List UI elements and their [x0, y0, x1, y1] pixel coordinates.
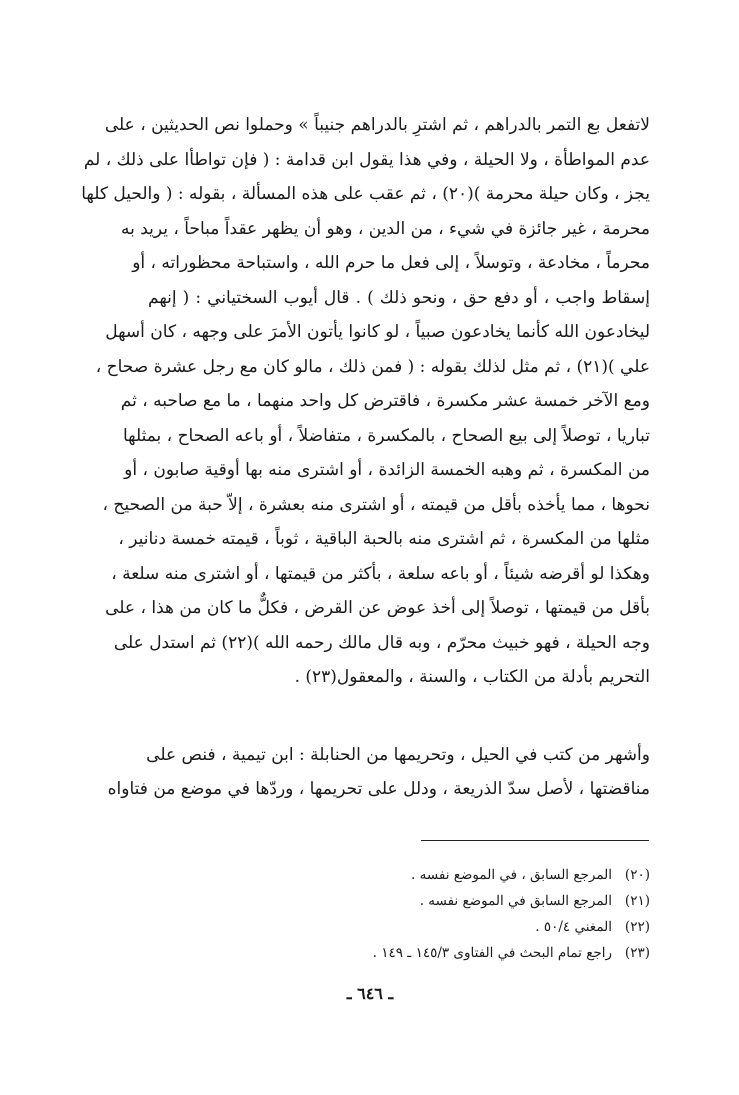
- footnote-number: (٢٣): [624, 945, 650, 961]
- text-line: بأقل من قيمتها ، توصلاً إلى أخذ عوض عن القرض ، فكلٌّ ما كان من هذا ، على: [105, 598, 650, 618]
- text-line: علي )(٢١) ، ثم مثل لذلك بقوله : ( فمن ذلك ، مالو كان مع رجل عشرة صحاح ،: [95, 356, 650, 377]
- text-line: من المكسرة ، ثم وهبه الخمسة الزائدة ، أو اشترى منه بها أوقية صابون ، أو: [124, 460, 650, 480]
- footnotes: [250, 862, 650, 966]
- footnote-separator: [421, 840, 649, 841]
- footnote-text: المرجع السابق ، في الموضع نفسه .: [411, 867, 612, 883]
- text-line: التحريم بأدلة من الكتاب ، والسنة ، والمعقول(٢٣) .: [294, 667, 650, 687]
- text-line: نحوها ، مما يأخذه بأقل من قيمته ، أو اشترى منه بعشرة ، إلاّ حبة من الصحيح ،: [102, 494, 650, 515]
- text-line: مناقضتها ، لأصل سدّ الذريعة ، ودلل على تحريمها ، وردّها في موضع من فتاواه: [107, 779, 650, 799]
- footnote-text: المرجع السابق في الموضع نفسه .: [419, 893, 612, 909]
- text-line: مثلها من المكسرة ، ثم اشترى منه بالحبة الباقية ، ثوباً ، قيمته خمسة دنانير ،: [118, 529, 650, 549]
- text-line: وجه الحيلة ، فهو خبيث محرّم ، وبه قال مالك رحمه الله )(٢٢) ثم استدل على: [113, 632, 650, 653]
- text-line: تباريا ، توصلاً إلى بيع الصحاح ، بالمكسرة ، متفاضلاً ، أو باعه الصحاح ، بمثلها: [122, 425, 650, 446]
- text-line: عدم المواطأة ، ولا الحيلة ، وفي هذا يقول ابن قدامة : ( فإن تواطأا على ذلك ، لم: [83, 149, 650, 170]
- text-line: يجز ، وكان حيلة محرمة )(٢٠) ، ثم عقب على هذه المسألة ، بقوله : ( والحيل كلها: [81, 184, 650, 204]
- paragraph-2: [107, 738, 650, 806]
- footnote-number: (٢١): [624, 893, 650, 909]
- text-line: لاتفعل بع التمر بالدراهم ، ثم اشترِ بالدراهم جنيباً » وحملوا نص الحديثين ، على: [104, 115, 650, 135]
- text-line: وهكذا لو أقرضه شيئاً ، أو باعه سلعة ، بأكثر من قيمتها ، أو اشترى منه سلعة ،: [111, 563, 650, 584]
- text-line: وأشهر من كتب في الحيل ، وتحريمها من الحنابلة : ابن تيمية ، فنص على: [146, 745, 650, 765]
- page-number: ـ ٦٤٦ ـ: [346, 984, 394, 1003]
- text-line: محرمة ، غير جائزة في شيء ، من الدين ، وهو أن يظهر عقداً مباحاً ، يريد به: [120, 218, 650, 239]
- text-line: ومع الآخر خمسة عشر مكسرة ، فاقترض كل واحد منهما ، ما مع صاحبه ، ثم: [120, 391, 650, 411]
- footnote: [250, 914, 650, 940]
- footnote-number: (٢٢): [624, 919, 650, 935]
- paragraph-1: [81, 108, 650, 695]
- footnote: [250, 888, 650, 914]
- text-line: ليخادعون الله كأنما يخادعون صبياً ، لو كانوا يأتون الأمرَ على وجهه ، كان أسهل: [105, 322, 650, 342]
- footnote-text: راجع تمام البحث في الفتاوى ١٤٥/٣ ـ ١٤٩ .: [372, 945, 612, 961]
- text-line: إسقاط واجب ، أو دفع حق ، ونحو ذلك ) . قال أيوب السختياني : ( إنهم: [148, 287, 650, 308]
- footnote: [250, 940, 650, 966]
- footnote-number: (٢٠): [624, 867, 650, 883]
- footnote-text: المغني ٥٠/٤ .: [535, 919, 612, 935]
- footnote: [250, 862, 650, 888]
- text-line: محرماً ، مخادعة ، وتوسلاً ، إلى فعل ما حرم الله ، واستباحة محظوراته ، أو: [132, 253, 650, 273]
